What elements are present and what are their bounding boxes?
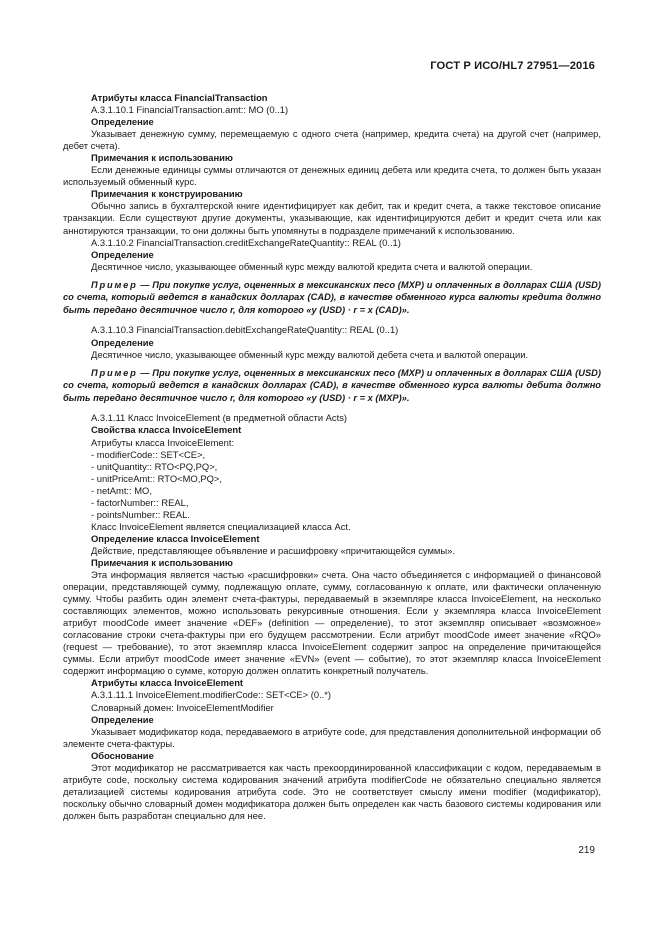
- section-heading: Определение: [91, 248, 154, 260]
- section-heading: Атрибуты класса FinancialTransaction: [91, 92, 268, 103]
- paragraph: - modifierCode:: SET<CE>,: [91, 448, 206, 460]
- paragraph: - pointsNumber:: REAL.: [91, 508, 190, 520]
- section-heading: Определение: [91, 713, 154, 725]
- paragraph: Атрибуты класса InvoiceElement:: [91, 436, 235, 448]
- paragraph: A.3.1.11.1 InvoiceElement.modifierCode:: SET<CE> (0..*): [91, 689, 332, 701]
- section-heading: Определение: [91, 116, 154, 128]
- paragraph: Этот модификатор не рассматривается как часть прекоординированной классификации с кодом, передаваемым в атрибуте code, поскольку система кодирования значений атрибута modifierCode не обязательно специально является детализацией системы кодирования атрибута code. Это не соответствует смыслу имени modifier (модификатор), поскольку обычно словарный домен модификатора должен быть определен как часть базового системы кодирования или должен быть разработан специально для нее.: [63, 761, 601, 821]
- example-text: — При покупке услуг, оцененных в мексиканских песо (MXP) и оплаченных в долларах США (USD) со счета, который ведется в канадских долларах (CAD), в качестве обменного курса валюты дебита должно быть передано десятичное число r, для которого «y (USD) · r = x (MXP)».: [63, 367, 601, 403]
- example-label: Пример: [91, 367, 138, 378]
- example-note: [63, 367, 601, 405]
- paragraph: Обычно запись в бухгалтерской книге идентифицирует как дебит, так и кредит счета, а также текстовое описание транзакции. Если существуют другие документы, указывающие, как идентифицируются дебит и кредит счета или как аннотируются транзакции, то они должны быть упомянуты в подразделе примечаний к использованию.: [63, 200, 601, 236]
- paragraph: - netAmt:: MO,: [91, 484, 152, 496]
- section-heading: Примечания к конструированию: [91, 188, 243, 200]
- paragraph: - unitQuantity:: RTO<PQ,PQ>,: [91, 460, 218, 472]
- section-heading: Атрибуты класса InvoiceElement: [91, 677, 244, 689]
- example-text: — При покупке услуг, оцененных в мексиканских песо (MXP) и оплаченных в долларах США (USD) со счета, который ведется в канадских долларах (CAD), в качестве обменного курса валюты кредита должно быть передано десятичное число r, для которого «y (USD) · r = x (CAD)».: [63, 279, 601, 315]
- section-heading: Определение: [91, 336, 154, 348]
- paragraph: Действие, представляющее объявление и расшифровку «причитающейся суммы».: [91, 544, 455, 556]
- paragraph: A.3.1.10.1 FinancialTransaction.amt:: MO (0..1): [91, 104, 289, 116]
- page-number: 219: [578, 845, 595, 856]
- section-heading: Примечания к использованию: [91, 152, 233, 164]
- paragraph: A.3.1.10.3 FinancialTransaction.debitExchangeRateQuantity:: REAL (0..1): [91, 324, 399, 336]
- example-note: [63, 279, 601, 317]
- section-heading: Примечания к использованию: [91, 556, 233, 568]
- document-body: [63, 92, 601, 822]
- section-heading: Свойства класса InvoiceElement: [91, 424, 242, 436]
- paragraph: Словарный домен: InvoiceElementModifier: [91, 701, 274, 713]
- paragraph: Класс InvoiceElement является специализацией класса Act.: [91, 520, 351, 532]
- paragraph: - unitPriceAmt:: RTO<MO,PQ>,: [91, 472, 222, 484]
- section-heading: Обоснование: [91, 749, 154, 761]
- paragraph: Указывает денежную сумму, перемещаемую с одного счета (например, кредита счета) на другой счет (например, дебет счета).: [63, 128, 601, 152]
- paragraph: Десятичное число, указывающее обменный курс между валютой кредита счета и валютой операции.: [91, 260, 533, 272]
- section-heading: Определение класса InvoiceElement: [91, 532, 260, 544]
- paragraph: A.3.1.11 Класс InvoiceElement (в предметной области Acts): [91, 412, 348, 424]
- paragraph: Десятичное число, указывающее обменный курс между валютой дебета счета и валютой операции.: [91, 348, 529, 360]
- paragraph: Указывает модификатор кода, передаваемого в атрибуте code, для представления дополнительной информации об элементе счета-фактуры.: [63, 725, 601, 749]
- paragraph: Если денежные единицы суммы отличаются от денежных единиц дебета или кредита счета, то должен быть указан используемый обменный курс.: [63, 164, 601, 188]
- document-header: ГОСТ Р ИСО/HL7 27951—2016: [430, 60, 595, 72]
- paragraph: - factorNumber:: REAL,: [91, 496, 189, 508]
- paragraph: Эта информация является частью «расшифровки» счета. Она часто объединяется с информацией о финансовой операции, представляющей сумму, подлежащую оплате, сумму, согласованную к оплате, или фактически оплаченную сумму. Чтобы разбить один элемент счета-фактуры, передаваемый в экземпляре класса InvoiceElement, на несколько составляющих элементов, можно использовать рекурсивные отношения. Если у экземпляра класса InvoiceElement атрибут moodCode имеет значение «DEF» (definition — определение), то этот экземпляр описывает «возможное» согласование строки счета-фактуры при его будущем рассмотрении. Если атрибут moodCode имеет значение «RQO» (request — требование), то этот экземпляр класса InvoiceElement содержит запрос на определение причитающейся суммы. Если атрибут moodCode имеет значение «EVN» (event — событие), то этот экземпляр класса InvoiceElement содержит информацию о сумме, которую должен оплатить конкретный получатель.: [63, 569, 601, 677]
- example-label: Пример: [91, 279, 138, 290]
- paragraph: A.3.1.10.2 FinancialTransaction.creditExchangeRateQuantity:: REAL (0..1): [91, 236, 401, 248]
